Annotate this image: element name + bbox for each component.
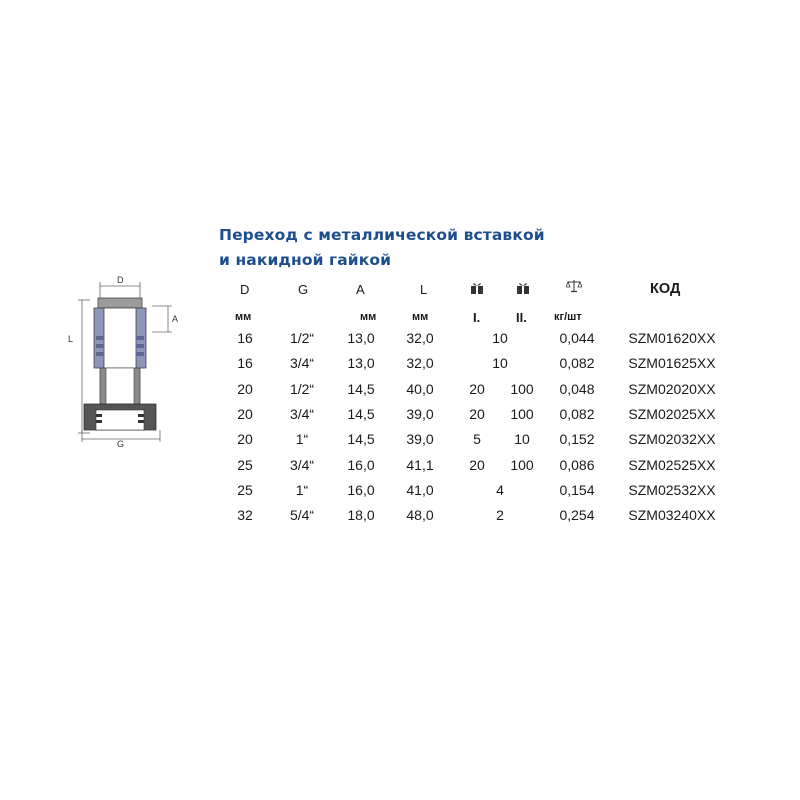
cell-g: 3/4“ bbox=[289, 456, 315, 473]
header-l: L bbox=[420, 282, 428, 297]
cell-pack-merged: 10 bbox=[492, 355, 508, 372]
unit-weight: кг/шт bbox=[554, 311, 582, 323]
unit-pack1: I. bbox=[473, 310, 481, 325]
cell-l: 41,0 bbox=[406, 481, 434, 498]
label-d: D bbox=[117, 275, 124, 285]
unit-pack2: II. bbox=[516, 310, 527, 325]
header-d: D bbox=[240, 282, 250, 297]
table-row bbox=[0, 431, 800, 451]
cell-pack1: 20 bbox=[469, 456, 485, 473]
cell-a: 14,5 bbox=[347, 405, 375, 422]
cell-g: 1“ bbox=[295, 481, 309, 498]
table-row bbox=[0, 406, 800, 426]
cell-pack2: 100 bbox=[510, 456, 534, 473]
cell-pack2: 100 bbox=[510, 405, 534, 422]
cell-weight: 0,082 bbox=[559, 355, 595, 372]
cell-code: SZM01620XX bbox=[628, 330, 716, 346]
cell-g: 1/2“ bbox=[289, 380, 315, 397]
cell-pack-merged: 2 bbox=[496, 507, 504, 524]
cell-code: SZM03240XX bbox=[628, 507, 716, 524]
cell-pack1: 5 bbox=[473, 431, 481, 448]
cell-d: 16 bbox=[237, 355, 253, 372]
cell-a: 14,5 bbox=[347, 431, 375, 448]
cell-a: 13,0 bbox=[347, 355, 375, 372]
table-row bbox=[0, 457, 800, 477]
cell-d: 25 bbox=[237, 456, 253, 473]
cell-pack2: 100 bbox=[510, 380, 534, 397]
cell-a: 14,5 bbox=[347, 380, 375, 397]
unit-d: мм bbox=[235, 311, 252, 323]
cell-pack2: 10 bbox=[514, 431, 530, 448]
cell-l: 41,1 bbox=[406, 456, 434, 473]
cell-d: 32 bbox=[237, 507, 253, 524]
cell-a: 16,0 bbox=[347, 481, 375, 498]
title-line-2: и накидной гайкой bbox=[219, 251, 392, 269]
cell-a: 13,0 bbox=[347, 330, 375, 346]
cell-code: SZM01625XX bbox=[628, 355, 716, 372]
cell-code: SZM02532XX bbox=[628, 481, 716, 498]
cell-g: 3/4“ bbox=[289, 405, 315, 422]
cell-a: 16,0 bbox=[347, 456, 375, 473]
cell-d: 16 bbox=[237, 330, 253, 346]
cell-weight: 0,082 bbox=[559, 405, 595, 422]
cell-d: 20 bbox=[237, 405, 253, 422]
label-a: A bbox=[172, 314, 179, 324]
cell-weight: 0,086 bbox=[559, 456, 595, 473]
cell-g: 1/2“ bbox=[289, 330, 315, 346]
cell-g: 5/4“ bbox=[289, 507, 315, 524]
cell-weight: 0,048 bbox=[559, 380, 595, 397]
cell-pack-merged: 4 bbox=[496, 481, 504, 498]
cell-l: 48,0 bbox=[406, 507, 434, 524]
cell-pack1: 20 bbox=[469, 380, 485, 397]
cell-l: 39,0 bbox=[406, 405, 434, 422]
header-a: A bbox=[356, 282, 365, 297]
cell-code: SZM02032XX bbox=[628, 431, 716, 448]
cell-g: 1“ bbox=[295, 431, 309, 448]
cell-code: SZM02020XX bbox=[628, 380, 716, 397]
unit-l: мм bbox=[412, 311, 429, 323]
cell-weight: 0,152 bbox=[559, 431, 595, 448]
cell-a: 18,0 bbox=[347, 507, 375, 524]
cell-l: 40,0 bbox=[406, 380, 434, 397]
cell-l: 39,0 bbox=[406, 431, 434, 448]
cell-code: SZM02025XX bbox=[628, 405, 716, 422]
label-l: L bbox=[68, 334, 74, 344]
box-icon bbox=[516, 281, 530, 295]
table-row bbox=[0, 355, 800, 375]
table-row bbox=[0, 381, 800, 401]
label-g: G bbox=[117, 439, 125, 449]
unit-a: мм bbox=[360, 311, 377, 323]
cell-code: SZM02525XX bbox=[628, 456, 716, 473]
cell-weight: 0,154 bbox=[559, 481, 595, 498]
cell-g: 3/4“ bbox=[289, 355, 315, 372]
cell-l: 32,0 bbox=[406, 355, 434, 372]
header-g: G bbox=[298, 282, 309, 297]
cell-weight: 0,254 bbox=[559, 507, 595, 524]
header-code: КОД bbox=[650, 281, 681, 297]
cell-d: 25 bbox=[237, 481, 253, 498]
title-line-1: Переход с металлической вставкой bbox=[219, 226, 545, 244]
table-row bbox=[0, 507, 800, 527]
cell-weight: 0,044 bbox=[559, 330, 595, 346]
table-row bbox=[0, 330, 800, 350]
cell-pack-merged: 10 bbox=[492, 330, 508, 346]
cell-pack1: 20 bbox=[469, 405, 485, 422]
cell-d: 20 bbox=[237, 431, 253, 448]
table-row bbox=[0, 482, 800, 502]
cell-d: 20 bbox=[237, 380, 253, 397]
scales-icon bbox=[566, 279, 582, 293]
cell-l: 32,0 bbox=[406, 330, 434, 346]
box-icon bbox=[470, 281, 484, 295]
